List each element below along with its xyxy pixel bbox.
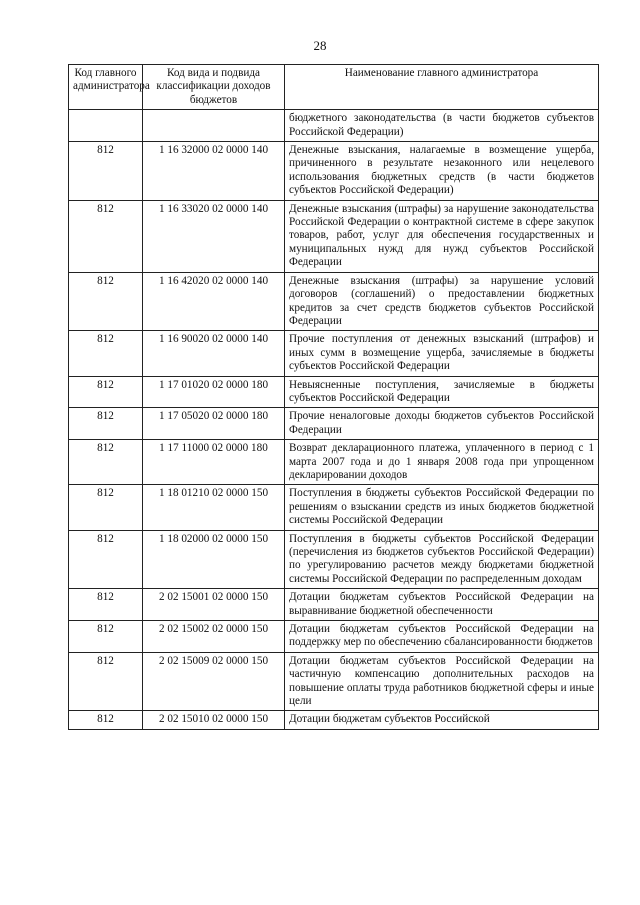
admin-code-cell: 812 xyxy=(69,408,143,440)
admin-code-cell: 812 xyxy=(69,376,143,408)
table-row xyxy=(69,485,599,530)
classification-code-cell: 2 02 15009 02 0000 150 xyxy=(143,652,285,711)
classification-code-cell: 1 16 90020 02 0000 140 xyxy=(143,331,285,376)
classification-code-cell: 2 02 15010 02 0000 150 xyxy=(143,711,285,729)
table-row xyxy=(69,142,599,201)
admin-name-cell: бюджетного законодательства (в части бюджетов субъектов Российской Федерации) xyxy=(285,110,599,142)
table-row xyxy=(69,530,599,589)
table-header-row xyxy=(69,65,599,110)
classification-code-cell: 1 16 32000 02 0000 140 xyxy=(143,142,285,201)
admin-code-cell: 812 xyxy=(69,142,143,201)
classification-code-cell: 1 17 01020 02 0000 180 xyxy=(143,376,285,408)
admin-name-cell: Дотации бюджетам субъектов Российской xyxy=(285,711,599,729)
admin-code-cell: 812 xyxy=(69,440,143,485)
table-row xyxy=(69,272,599,331)
admin-name-cell: Денежные взыскания (штрафы) за нарушение условий договоров (соглашений) о предоставлении бюджетных кредитов за счет средств бюджетов субъектов Российской Федерации xyxy=(285,272,599,331)
classification-code-cell: 1 18 01210 02 0000 150 xyxy=(143,485,285,530)
admin-name-cell: Поступления в бюджеты субъектов Российской Федерации (перечисления из бюджетов субъектов Российской Федерации) по урегулированию расчетов между бюджетами бюджетной системы Российской Федерации по распределенным доходам xyxy=(285,530,599,589)
header-admin-name: Наименование главного администратора xyxy=(285,65,599,110)
table-row xyxy=(69,110,599,142)
table-row xyxy=(69,331,599,376)
classification-code-cell: 1 17 05020 02 0000 180 xyxy=(143,408,285,440)
classification-code-cell: 2 02 15002 02 0000 150 xyxy=(143,621,285,653)
table-row xyxy=(69,376,599,408)
classification-code-cell xyxy=(143,110,285,142)
admin-code-cell: 812 xyxy=(69,485,143,530)
admin-name-cell: Невыясненные поступления, зачисляемые в бюджеты субъектов Российской Федерации xyxy=(285,376,599,408)
table-row xyxy=(69,589,599,621)
admin-code-cell: 812 xyxy=(69,200,143,272)
page-number: 28 xyxy=(313,38,327,53)
classification-code-cell: 1 18 02000 02 0000 150 xyxy=(143,530,285,589)
table-row xyxy=(69,200,599,272)
classification-code-cell: 1 16 33020 02 0000 140 xyxy=(143,200,285,272)
admin-name-cell: Денежные взыскания (штрафы) за нарушение законодательства Российской Федерации о контрактной системе в сфере закупок товаров, работ, услуг для обеспечения государственных и муниципальных нужд для нужд субъектов Российской Федерации xyxy=(285,200,599,272)
admin-name-cell: Прочие поступления от денежных взысканий (штрафов) и иных сумм в возмещение ущерба, зачисляемые в бюджеты субъектов Российской Федерации xyxy=(285,331,599,376)
admin-code-cell: 812 xyxy=(69,652,143,711)
admin-name-cell: Дотации бюджетам субъектов Российской Федерации на частичную компенсацию дополнительных расходов на повышение оплаты труда работников бюджетной сферы и иные цели xyxy=(285,652,599,711)
admin-code-cell: 812 xyxy=(69,331,143,376)
admin-name-cell: Дотации бюджетам субъектов Российской Федерации на поддержку мер по обеспечению сбалансированности бюджетов xyxy=(285,621,599,653)
classification-code-cell: 1 17 11000 02 0000 180 xyxy=(143,440,285,485)
admin-name-cell: Прочие неналоговые доходы бюджетов субъектов Российской Федерации xyxy=(285,408,599,440)
admin-code-cell: 812 xyxy=(69,711,143,729)
admin-code-cell: 812 xyxy=(69,272,143,331)
revenue-administrators-table xyxy=(68,64,599,730)
admin-name-cell: Денежные взыскания, налагаемые в возмещение ущерба, причиненного в результате незаконного или нецелевого использования бюджетных средств (в части бюджетов субъектов Российской Федерации) xyxy=(285,142,599,201)
admin-code-cell: 812 xyxy=(69,621,143,653)
classification-code-cell: 2 02 15001 02 0000 150 xyxy=(143,589,285,621)
header-admin-code: Код главного администратора xyxy=(69,65,143,110)
admin-code-cell: 812 xyxy=(69,530,143,589)
table-row xyxy=(69,652,599,711)
admin-name-cell: Возврат декларационного платежа, уплаченного в период с 1 марта 2007 года и до 1 января 2008 года при упрощенном декларировании доходов xyxy=(285,440,599,485)
table-row xyxy=(69,621,599,653)
header-classification-code: Код вида и подвида классификации доходов бюджетов xyxy=(143,65,285,110)
table-row xyxy=(69,408,599,440)
classification-code-cell: 1 16 42020 02 0000 140 xyxy=(143,272,285,331)
admin-code-cell xyxy=(69,110,143,142)
table-row xyxy=(69,440,599,485)
admin-code-cell: 812 xyxy=(69,589,143,621)
table-row xyxy=(69,711,599,729)
admin-name-cell: Дотации бюджетам субъектов Российской Федерации на выравнивание бюджетной обеспеченности xyxy=(285,589,599,621)
admin-name-cell: Поступления в бюджеты субъектов Российской Федерации по решениям о взыскании средств из иных бюджетов бюджетной системы Российской Федерации xyxy=(285,485,599,530)
